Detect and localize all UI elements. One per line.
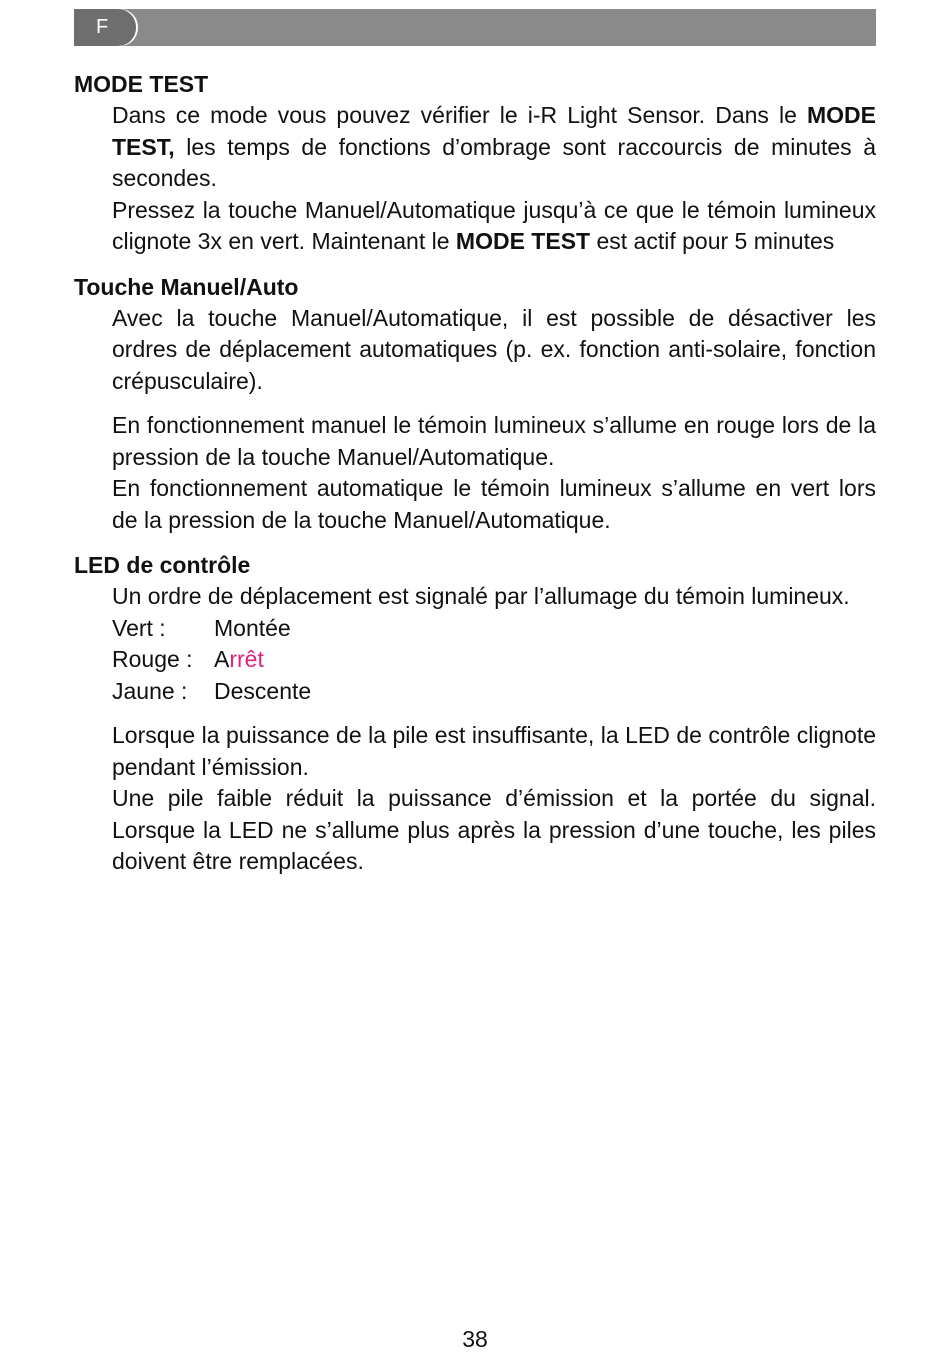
touche-paragraph-2: En fonctionnement manuel le témoin lumineux s’allume en rouge lors de la pression de la touche Manuel/Automatique.: [112, 412, 876, 470]
led-value-rouge: [214, 644, 264, 676]
mode-test-paragraph-1: [112, 100, 876, 195]
led-value-vert: Montée: [214, 614, 291, 641]
mode-test-p2-text-a: Pressez la touche Manuel/Automatique jusqu’à ce que le témoin lumineux clignote 3x en vert. Maintenant le: [112, 196, 876, 254]
led-row-rouge: [112, 644, 876, 676]
section-title-led: LED de contrôle: [74, 552, 251, 578]
led-value-jaune: Descente: [214, 677, 312, 704]
led-key-jaune: Jaune :: [112, 677, 188, 704]
led-paragraph-3: Une pile faible réduit la puissance d’émission et la portée du signal. Lorsque la LED ne s’allume plus après la pression d’une touche, les piles doivent être remplacées.: [112, 785, 876, 874]
led-value-rouge-first: A: [214, 646, 230, 672]
mode-test-p1-bold: MODE TEST,: [112, 102, 876, 160]
section-title-mode-test: MODE TEST: [74, 71, 209, 97]
language-badge: F: [74, 9, 136, 46]
mode-test-paragraph-2: [112, 195, 876, 258]
mode-test-p1-text-b: les temps de fonctions d’ombrage sont raccourcis de minutes à secondes.: [112, 133, 876, 191]
touche-paragraph-1: Avec la touche Manuel/Automatique, il est possible de désactiver les ordres de déplacement automatiques (p. ex. fonction anti-solaire, fonction crépusculaire).: [112, 304, 876, 394]
document-content: [74, 68, 876, 878]
led-key-rouge: Rouge :: [112, 646, 193, 672]
led-key-vert: Vert :: [112, 614, 166, 641]
led-row-jaune: [112, 676, 876, 708]
mode-test-p2-bold: MODE TEST: [455, 228, 591, 254]
led-value-rouge-rest: rrêt: [229, 646, 264, 672]
mode-test-p1-text-a: Dans ce mode vous pouvez vérifier le i-R Light Sensor. Dans le: [112, 102, 807, 128]
led-row-vert: [112, 613, 876, 645]
touche-paragraph-3: En fonctionnement automatique le témoin lumineux s’allume en vert lors de la pression de la touche Manuel/Automatique.: [112, 475, 876, 533]
header-bar: [74, 9, 876, 46]
led-paragraph-1: Un ordre de déplacement est signalé par l’allumage du témoin lumineux.: [112, 583, 850, 609]
section-title-touche: Touche Manuel/Auto: [74, 273, 299, 300]
led-paragraph-2: Lorsque la puissance de la pile est insuffisante, la LED de contrôle clignote pendant l’émission.: [112, 722, 876, 780]
page-number: 38: [462, 1326, 488, 1352]
mode-test-p2-text-b: est actif pour 5 minutes: [590, 228, 835, 254]
